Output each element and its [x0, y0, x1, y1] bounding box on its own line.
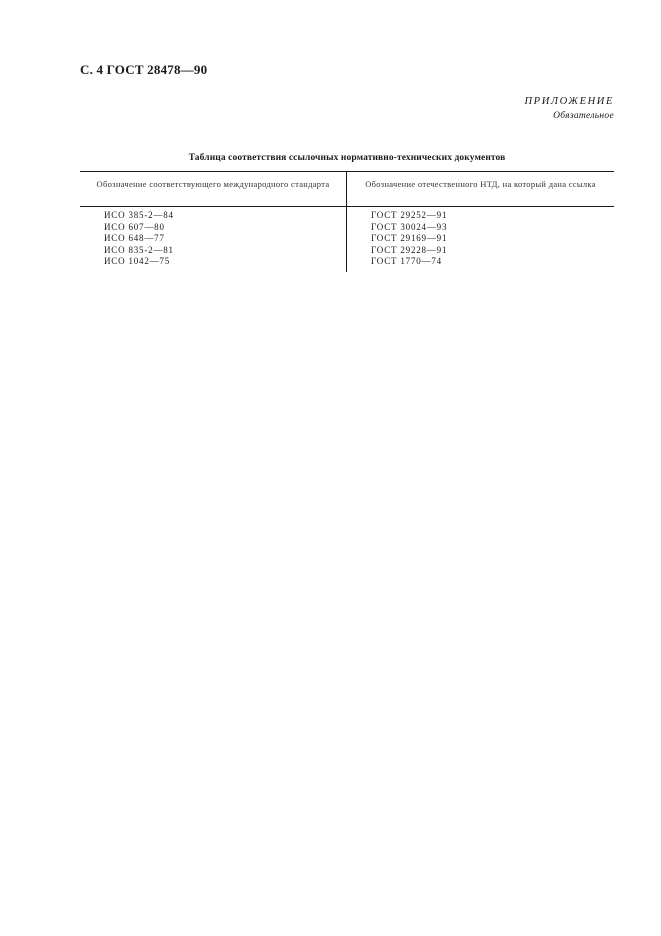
table-row — [80, 256, 614, 268]
appendix-label — [525, 95, 615, 123]
appendix-title: ПРИЛОЖЕНИЕ — [524, 96, 614, 107]
national-standard-cell: ГОСТ 29252—91 — [371, 210, 448, 220]
national-standard-cell: ГОСТ 29169—91 — [371, 233, 448, 244]
reference-table — [80, 171, 614, 272]
national-standard-cell: ГОСТ 29228—91 — [371, 244, 448, 255]
table-top-rule — [80, 171, 614, 172]
table-row — [80, 222, 614, 234]
international-standard-cell: ИСО 385-2—84 — [104, 210, 174, 220]
table-body — [80, 210, 614, 268]
table-caption: Таблица соответствия ссылочных нормативно-технических документов — [188, 153, 506, 163]
page-header: С. 4 ГОСТ 28478—90 — [80, 62, 208, 77]
international-standard-cell: ИСО 835-2—81 — [104, 244, 174, 255]
column-header-national: Обозначение отечественного НТД, на который дана ссылка — [365, 179, 596, 189]
table-row — [80, 210, 614, 222]
table-row — [80, 245, 614, 257]
table-row — [80, 233, 614, 245]
national-standard-cell: ГОСТ 1770—74 — [371, 256, 442, 267]
table-header-rule — [80, 206, 614, 207]
appendix-status: Обязательное — [553, 111, 614, 121]
national-standard-cell: ГОСТ 30024—93 — [371, 221, 448, 232]
international-standard-cell: ИСО 607—80 — [104, 221, 165, 232]
international-standard-cell: ИСО 648—77 — [104, 233, 165, 244]
column-header-international: Обозначение соответствующего международного стандарта — [96, 179, 330, 189]
international-standard-cell: ИСО 1042—75 — [104, 256, 171, 267]
